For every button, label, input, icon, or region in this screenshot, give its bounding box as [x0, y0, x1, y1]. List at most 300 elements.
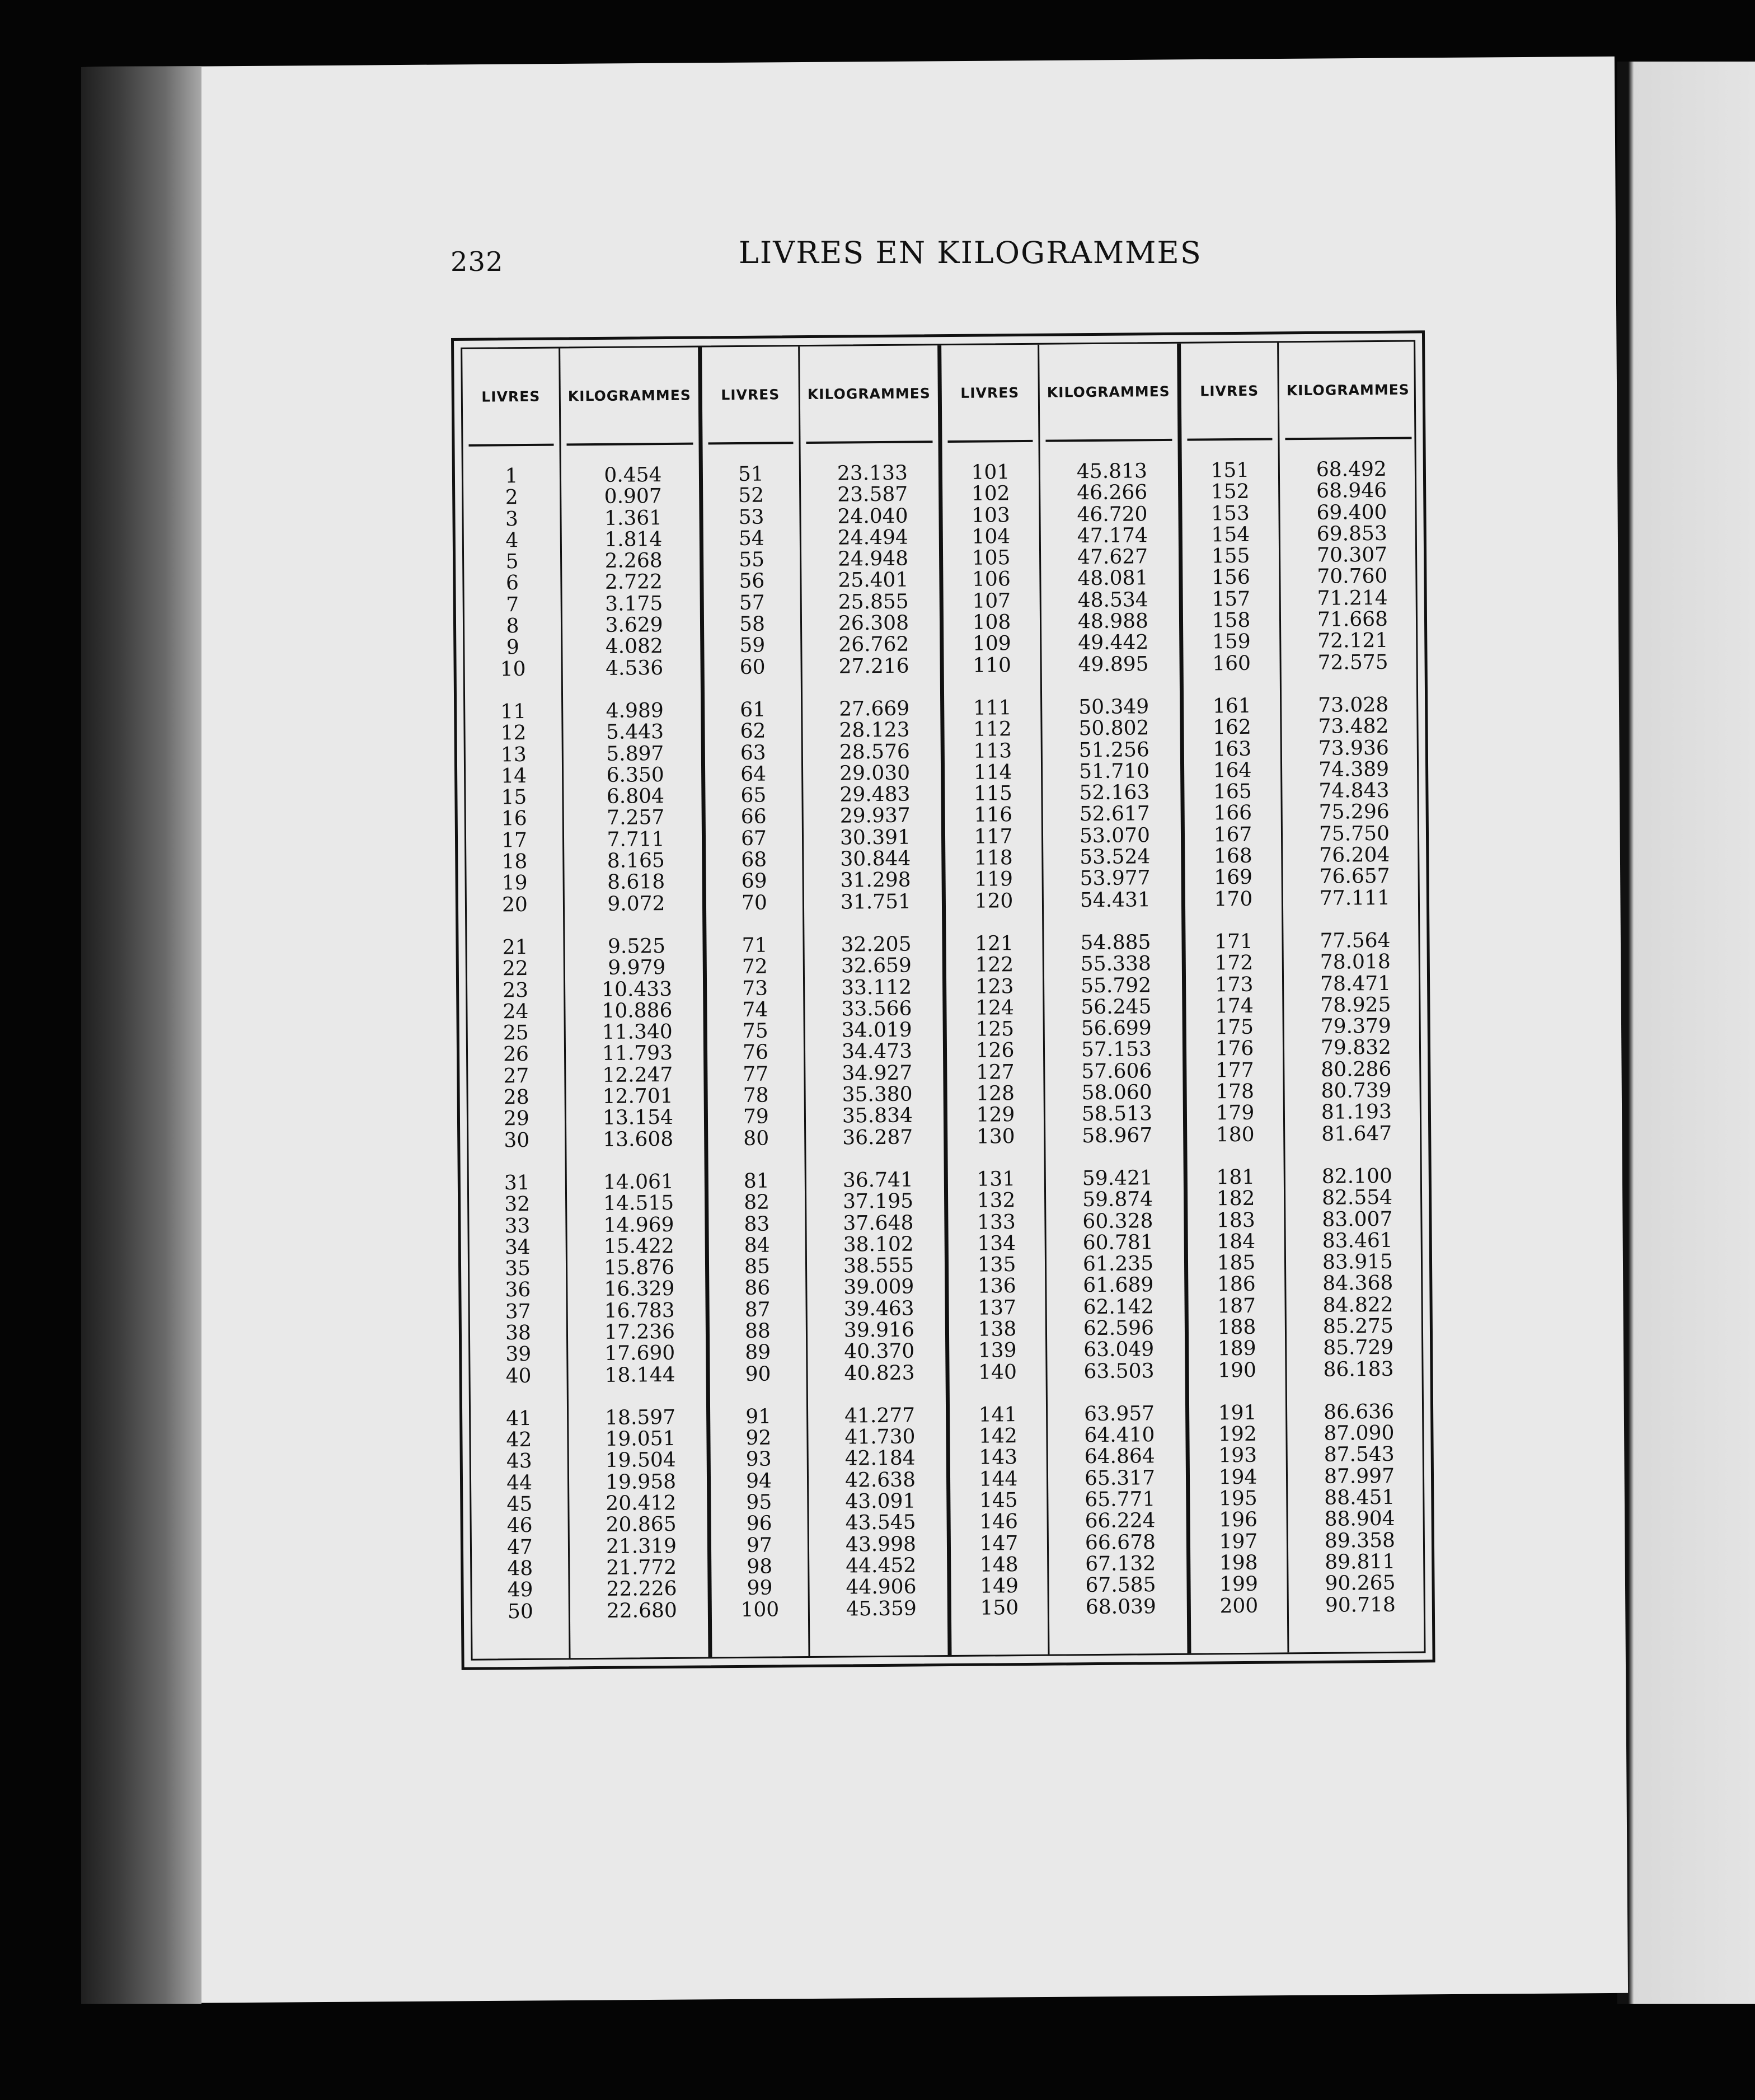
- livres-cell: 135: [977, 1253, 1016, 1277]
- livres-cell: 125: [975, 1018, 1015, 1041]
- kilogrammes-cell: 86.183: [1323, 1357, 1394, 1381]
- kilogrammes-cell: 29.937: [839, 804, 911, 828]
- kilogrammes-cell: 66.678: [1085, 1530, 1156, 1554]
- kilogrammes-cell: 5.443: [606, 720, 664, 744]
- livres-cell: 137: [978, 1296, 1017, 1320]
- kilogrammes-cell: 35.834: [842, 1104, 913, 1128]
- kilogrammes-cell: 88.451: [1324, 1485, 1395, 1510]
- kilogrammes-cell: 34.019: [841, 1018, 912, 1042]
- livres-cell: 85: [744, 1255, 771, 1279]
- kilogrammes-cell: 8.165: [607, 849, 665, 873]
- livres-cell: 12: [500, 721, 527, 745]
- livres-cell: 57: [739, 591, 765, 615]
- kilogrammes-cell: 22.226: [606, 1577, 677, 1601]
- livres-header: LIVRES: [721, 386, 780, 403]
- livres-cell: 86: [744, 1276, 771, 1300]
- kilogrammes-cell: 1.814: [604, 527, 663, 551]
- kilogrammes-cell: 30.391: [839, 826, 911, 850]
- livres-cell: 160: [1212, 651, 1251, 676]
- livres-cell: 146: [979, 1510, 1019, 1534]
- livres-cell: 13: [500, 743, 527, 766]
- kilogrammes-cell: 32.659: [841, 954, 912, 978]
- header-rule: [566, 443, 693, 446]
- livres-cell: 130: [976, 1124, 1015, 1149]
- kilogrammes-cell: 23.587: [837, 482, 908, 507]
- kilogrammes-cell: 70.760: [1317, 565, 1388, 589]
- livres-cell: 138: [978, 1318, 1017, 1341]
- kilogrammes-cell: 89.811: [1325, 1550, 1396, 1574]
- kilogrammes-cell: 67.132: [1085, 1552, 1156, 1576]
- kilogrammes-cell: 44.452: [846, 1554, 917, 1578]
- kilogrammes-cell: 61.689: [1083, 1273, 1154, 1297]
- kilogrammes-cell: 54.431: [1080, 888, 1151, 912]
- kilogrammes-cell: 35.380: [842, 1082, 913, 1107]
- kilogrammes-cell: 0.907: [604, 485, 662, 509]
- kilogrammes-column: [1279, 341, 1426, 1652]
- kilogrammes-cell: 43.091: [845, 1489, 916, 1513]
- livres-cell: 99: [747, 1576, 773, 1600]
- livres-cell: 61: [740, 698, 766, 721]
- kilogrammes-cell: 48.534: [1077, 588, 1148, 612]
- kilogrammes-cell: 56.245: [1081, 995, 1152, 1019]
- kilogrammes-header: KILOGRAMMES: [567, 387, 691, 404]
- livres-cell: 10: [500, 657, 526, 681]
- livres-cell: 195: [1218, 1487, 1257, 1511]
- kilogrammes-cell: 68.039: [1085, 1595, 1156, 1619]
- kilogrammes-header: KILOGRAMMES: [1286, 381, 1410, 399]
- kilogrammes-cell: 64.864: [1084, 1445, 1155, 1469]
- livres-column: [1181, 343, 1289, 1653]
- livres-header: LIVRES: [1200, 382, 1259, 399]
- livres-cell: 96: [746, 1512, 772, 1536]
- kilogrammes-cell: 71.214: [1317, 586, 1388, 610]
- kilogrammes-cell: 68.946: [1316, 479, 1387, 503]
- livres-cell: 172: [1214, 951, 1254, 975]
- livres-cell: 200: [1219, 1594, 1259, 1618]
- livres-cell: 2: [505, 486, 518, 509]
- livres-cell: 187: [1217, 1294, 1256, 1318]
- livres-cell: 65: [740, 784, 767, 808]
- kilogrammes-cell: 31.298: [840, 868, 911, 892]
- livres-cell: 63: [740, 741, 766, 765]
- livres-cell: 198: [1219, 1551, 1258, 1575]
- livres-cell: 40: [505, 1364, 532, 1387]
- row-block: [1182, 460, 1280, 674]
- livres-cell: 145: [979, 1489, 1018, 1512]
- row-block: [465, 701, 563, 916]
- kilogrammes-cell: 13.608: [603, 1127, 674, 1151]
- livres-cell: 46: [506, 1514, 533, 1537]
- livres-cell: 24: [503, 1000, 529, 1024]
- livres-cell: 95: [746, 1490, 772, 1514]
- row-block: [567, 1171, 706, 1386]
- kilogrammes-cell: 44.906: [846, 1575, 917, 1599]
- livres-cell: 194: [1218, 1465, 1257, 1489]
- livres-cell: 28: [503, 1085, 529, 1109]
- kilogrammes-cell: 14.061: [603, 1170, 674, 1194]
- livres-cell: 161: [1212, 694, 1251, 718]
- kilogrammes-cell: 32.205: [841, 932, 912, 957]
- kilogrammes-cell: 73.936: [1318, 736, 1389, 760]
- kilogrammes-cell: 73.482: [1318, 715, 1389, 739]
- livres-cell: 25: [503, 1021, 529, 1045]
- livres-cell: 169: [1214, 866, 1253, 889]
- livres-cell: 151: [1210, 458, 1250, 482]
- kilogrammes-cell: 79.832: [1320, 1036, 1392, 1060]
- kilogrammes-cell: 17.690: [604, 1342, 675, 1366]
- header-rule: [1187, 438, 1272, 440]
- livres-values: [703, 463, 808, 1621]
- kilogrammes-cell: 54.885: [1080, 931, 1151, 955]
- livres-cell: 74: [742, 998, 768, 1021]
- livres-cell: 49: [507, 1578, 533, 1602]
- header-rule: [468, 444, 553, 447]
- kilogrammes-cell: 29.483: [839, 782, 911, 807]
- livres-cell: 163: [1213, 737, 1252, 761]
- kilogrammes-cell: 16.783: [604, 1299, 675, 1323]
- livres-cell: 29: [503, 1107, 530, 1131]
- livres-cell: 170: [1214, 887, 1253, 911]
- kilogrammes-cell: 9.525: [607, 934, 666, 958]
- kilogrammes-cell: 21.772: [606, 1555, 677, 1579]
- row-block: [1287, 1401, 1426, 1616]
- kilogrammes-cell: 26.308: [838, 611, 909, 635]
- livres-cell: 47: [506, 1535, 533, 1559]
- adjacent-page-edge: [1617, 62, 1755, 2004]
- row-block: [565, 935, 704, 1151]
- kilogrammes-cell: 39.916: [843, 1318, 915, 1342]
- livres-cell: 50: [507, 1600, 533, 1623]
- kilogrammes-cell: 4.536: [605, 656, 664, 680]
- livres-cell: 44: [506, 1471, 533, 1495]
- kilogrammes-cell: 3.629: [605, 613, 663, 637]
- kilogrammes-cell: 48.988: [1077, 610, 1149, 634]
- kilogrammes-cell: 60.328: [1082, 1209, 1153, 1233]
- kilogrammes-cell: 83.007: [1322, 1207, 1393, 1231]
- kilogrammes-cell: 56.699: [1081, 1016, 1152, 1040]
- livres-cell: 68: [741, 848, 767, 872]
- livres-cell: 177: [1215, 1058, 1254, 1082]
- livres-cell: 88: [744, 1319, 771, 1343]
- livres-cell: 175: [1215, 1015, 1254, 1039]
- livres-cell: 45: [506, 1492, 533, 1516]
- row-block: [1282, 694, 1421, 910]
- kilogrammes-cell: 31.751: [840, 890, 912, 914]
- kilogrammes-cell: 84.368: [1322, 1272, 1393, 1296]
- kilogrammes-cell: 85.275: [1322, 1314, 1394, 1338]
- kilogrammes-cell: 33.566: [841, 997, 912, 1021]
- livres-cell: 129: [976, 1103, 1015, 1127]
- row-block: [948, 1169, 1046, 1384]
- page-title: LIVRES EN KILOGRAMMES: [739, 235, 1202, 270]
- kilogrammes-cell: 3.175: [605, 592, 663, 616]
- livres-cell: 148: [979, 1553, 1019, 1577]
- header-rule: [806, 440, 932, 444]
- page-gutter-shadow: [81, 67, 201, 2004]
- livres-cell: 197: [1219, 1530, 1258, 1553]
- kilogrammes-cell: 58.513: [1081, 1102, 1153, 1126]
- livres-cell: 66: [740, 805, 767, 829]
- livres-cell: 59: [739, 634, 766, 658]
- kilogrammes-cell: 2.722: [604, 570, 663, 594]
- livres-cell: 81: [743, 1169, 769, 1193]
- livres-cell: 1: [505, 465, 518, 488]
- livres-cell: 41: [506, 1407, 532, 1431]
- livres-cell: 30: [504, 1128, 530, 1152]
- kilogrammes-cell: 22.680: [606, 1599, 678, 1623]
- kilogrammes-cell: 20.865: [606, 1513, 677, 1537]
- kilogrammes-cell: 41.277: [844, 1404, 916, 1428]
- kilogrammes-cell: 80.286: [1321, 1057, 1392, 1081]
- kilogrammes-cell: 61.235: [1082, 1252, 1154, 1276]
- kilogrammes-cell: 45.813: [1076, 460, 1148, 484]
- row-block: [705, 699, 803, 914]
- kilogrammes-cell: 66.224: [1085, 1509, 1156, 1533]
- kilogrammes-cell: 82.100: [1321, 1164, 1392, 1188]
- kilogrammes-cell: 30.844: [840, 847, 911, 871]
- kilogrammes-cell: 79.379: [1320, 1014, 1391, 1038]
- livres-column: [462, 348, 570, 1658]
- kilogrammes-cell: 65.771: [1085, 1488, 1156, 1512]
- livres-cell: 5: [505, 550, 519, 574]
- kilogrammes-cell: 69.853: [1316, 522, 1387, 546]
- kilogrammes-cell: 46.720: [1077, 502, 1148, 526]
- kilogrammes-cell: 47.627: [1077, 545, 1148, 569]
- kilogrammes-cell: 17.236: [604, 1320, 675, 1344]
- livres-cell: 53: [738, 505, 764, 529]
- kilogrammes-cell: 23.133: [837, 461, 908, 485]
- kilogrammes-column: [560, 348, 708, 1658]
- kilogrammes-cell: 41.730: [844, 1425, 916, 1449]
- livres-cell: 196: [1219, 1508, 1258, 1532]
- livres-cell: 134: [977, 1231, 1016, 1255]
- livres-cell: 93: [745, 1448, 772, 1471]
- livres-cell: 186: [1217, 1273, 1256, 1296]
- livres-cell: 164: [1213, 758, 1252, 782]
- kilogrammes-cell: 9.072: [607, 892, 665, 916]
- livres-cell: 168: [1213, 844, 1252, 868]
- kilogrammes-cell: 25.401: [838, 569, 909, 593]
- livres-cell: 15: [501, 786, 527, 809]
- kilogrammes-cell: 60.781: [1082, 1230, 1153, 1254]
- livres-cell: 176: [1215, 1037, 1254, 1061]
- livres-cell: 23: [503, 978, 529, 1002]
- kilogrammes-cell: 65.317: [1084, 1466, 1156, 1490]
- kilogrammes-cell: 27.216: [838, 654, 909, 678]
- row-block: [1189, 1402, 1287, 1617]
- kilogrammes-cell: 53.070: [1079, 823, 1151, 847]
- livres-cell: 83: [744, 1212, 770, 1236]
- kilogrammes-column: [1039, 344, 1187, 1654]
- livres-cell: 106: [972, 568, 1011, 592]
- livres-cell: 136: [977, 1274, 1016, 1299]
- livres-cell: 77: [743, 1062, 769, 1086]
- row-block: [710, 1406, 808, 1621]
- kilogrammes-cell: 34.927: [842, 1061, 913, 1085]
- livres-cell: 185: [1217, 1251, 1256, 1275]
- kilogrammes-cell: 1.361: [604, 506, 663, 530]
- kilogrammes-cell: 4.082: [605, 635, 664, 659]
- livres-cell: 52: [738, 484, 764, 508]
- livres-cell: 188: [1217, 1315, 1256, 1339]
- row-block: [1188, 1166, 1285, 1381]
- livres-cell: 152: [1210, 480, 1250, 504]
- row-block: [1285, 1165, 1425, 1381]
- kilogrammes-cell: 83.915: [1322, 1250, 1393, 1274]
- livres-cell: 32: [504, 1193, 531, 1216]
- livres-cell: 166: [1213, 801, 1252, 825]
- livres-cell: 153: [1210, 501, 1250, 525]
- livres-cell: 109: [972, 632, 1011, 656]
- livres-cell: 147: [979, 1531, 1019, 1555]
- kilogrammes-cell: 55.792: [1080, 973, 1152, 997]
- livres-cell: 58: [739, 612, 766, 636]
- kilogrammes-cell: 12.247: [602, 1063, 673, 1087]
- kilogrammes-cell: 53.977: [1080, 866, 1151, 890]
- livres-cell: 140: [978, 1360, 1017, 1384]
- livres-cell: 107: [972, 589, 1011, 613]
- livres-cell: 9: [506, 636, 519, 659]
- livres-cell: 118: [974, 846, 1013, 870]
- kilogrammes-cell: 43.545: [845, 1511, 916, 1535]
- kilogrammes-cell: 87.543: [1324, 1443, 1395, 1467]
- header-rule: [1045, 439, 1172, 442]
- kilogrammes-cell: 28.576: [839, 740, 910, 764]
- livres-cell: 108: [972, 611, 1011, 634]
- livres-cell: 183: [1216, 1208, 1255, 1232]
- kilogrammes-cell: 82.554: [1321, 1186, 1393, 1210]
- livres-cell: 64: [740, 762, 767, 786]
- kilogrammes-cell: 38.555: [843, 1254, 914, 1278]
- livres-cell: 6: [505, 571, 519, 595]
- livres-cell: 149: [980, 1574, 1019, 1598]
- column-group-4: [1181, 341, 1426, 1653]
- livres-cell: 82: [744, 1190, 770, 1215]
- kilogrammes-cell: 37.648: [843, 1211, 914, 1235]
- kilogrammes-cell: 62.596: [1083, 1316, 1155, 1340]
- kilogrammes-cell: 39.463: [843, 1297, 914, 1321]
- kilogrammes-values: [1280, 458, 1426, 1616]
- livres-values: [463, 465, 569, 1623]
- livres-cell: 182: [1216, 1187, 1255, 1211]
- kilogrammes-cell: 88.904: [1324, 1507, 1395, 1531]
- kilogrammes-cell: 27.669: [839, 697, 910, 721]
- kilogrammes-cell: 72.575: [1317, 650, 1388, 674]
- livres-cell: 75: [742, 1019, 768, 1043]
- kilogrammes-cell: 24.948: [837, 547, 909, 571]
- livres-cell: 122: [975, 953, 1014, 977]
- kilogrammes-cell: 57.153: [1081, 1038, 1152, 1062]
- row-block: [942, 462, 1040, 677]
- kilogrammes-cell: 67.585: [1085, 1573, 1156, 1597]
- livres-header: LIVRES: [481, 388, 541, 405]
- kilogrammes-cell: 0.454: [604, 463, 662, 487]
- livres-cell: 102: [971, 482, 1010, 506]
- kilogrammes-cell: 90.718: [1325, 1593, 1396, 1617]
- kilogrammes-cell: 72.121: [1317, 629, 1388, 653]
- livres-cell: 167: [1213, 823, 1252, 847]
- kilogrammes-cell: 29.030: [839, 761, 911, 785]
- kilogrammes-cell: 57.606: [1081, 1059, 1152, 1083]
- kilogrammes-cell: 24.040: [837, 504, 908, 528]
- kilogrammes-cell: 49.895: [1078, 652, 1149, 676]
- livres-cell: 22: [502, 957, 528, 981]
- kilogrammes-cell: 68.492: [1316, 457, 1387, 481]
- row-block: [950, 1404, 1048, 1619]
- livres-cell: 142: [978, 1424, 1017, 1448]
- livres-cell: 80: [743, 1127, 769, 1150]
- row-block: [561, 465, 701, 680]
- kilogrammes-cell: 34.473: [841, 1039, 913, 1063]
- row-block: [946, 933, 1044, 1148]
- row-block: [944, 697, 1042, 912]
- livres-cell: 21: [502, 935, 528, 959]
- livres-cell: 116: [974, 803, 1013, 827]
- livres-cell: 69: [741, 869, 767, 893]
- livres-cell: 158: [1212, 608, 1251, 632]
- kilogrammes-cell: 51.710: [1078, 760, 1150, 784]
- livres-cell: 120: [974, 889, 1013, 913]
- livres-cell: 19: [501, 871, 528, 895]
- livres-cell: 11: [500, 700, 527, 724]
- row-block: [706, 935, 804, 1150]
- livres-cell: 155: [1211, 544, 1250, 568]
- kilogrammes-cell: 14.969: [603, 1213, 674, 1237]
- kilogrammes-cell: 63.957: [1083, 1402, 1155, 1426]
- column-group-2: [702, 345, 951, 1657]
- livres-cell: 4: [505, 528, 519, 552]
- livres-cell: 31: [504, 1171, 530, 1195]
- kilogrammes-cell: 47.174: [1077, 524, 1148, 548]
- livres-cell: 33: [504, 1214, 531, 1238]
- column-group-3: [941, 344, 1191, 1655]
- kilogrammes-cell: 52.163: [1079, 781, 1150, 805]
- livres-cell: 18: [501, 850, 528, 874]
- row-block: [1040, 461, 1180, 676]
- livres-cell: 39: [505, 1343, 532, 1366]
- livres-cell: 199: [1219, 1572, 1259, 1596]
- kilogrammes-cell: 58.060: [1081, 1081, 1152, 1105]
- row-block: [463, 465, 561, 680]
- livres-cell: 43: [506, 1450, 532, 1473]
- livres-cell: 17: [501, 828, 528, 852]
- header-rule: [1285, 437, 1411, 440]
- kilogrammes-cell: 19.958: [605, 1470, 677, 1494]
- livres-cell: 184: [1217, 1230, 1256, 1254]
- row-block: [1184, 695, 1282, 910]
- kilogrammes-cell: 87.090: [1324, 1421, 1395, 1445]
- livres-cell: 123: [975, 974, 1014, 999]
- livres-cell: 131: [977, 1168, 1016, 1191]
- livres-cell: 127: [975, 1060, 1015, 1084]
- livres-cell: 36: [505, 1278, 531, 1302]
- livres-cell: 8: [506, 615, 519, 638]
- row-block: [806, 1169, 946, 1385]
- conversion-table: [451, 330, 1435, 1670]
- kilogrammes-cell: 73.028: [1318, 693, 1389, 717]
- livres-cell: 115: [973, 782, 1012, 805]
- kilogrammes-cell: 87.997: [1324, 1464, 1395, 1488]
- kilogrammes-cell: 63.503: [1083, 1359, 1155, 1383]
- row-block: [804, 934, 944, 1149]
- kilogrammes-cell: 74.389: [1318, 757, 1390, 781]
- livres-cell: 48: [507, 1557, 533, 1581]
- row-block: [703, 463, 801, 678]
- kilogrammes-cell: 55.338: [1080, 952, 1151, 976]
- row-block: [1283, 930, 1423, 1145]
- kilogrammes-cell: 81.647: [1321, 1122, 1392, 1146]
- row-block: [1042, 696, 1181, 912]
